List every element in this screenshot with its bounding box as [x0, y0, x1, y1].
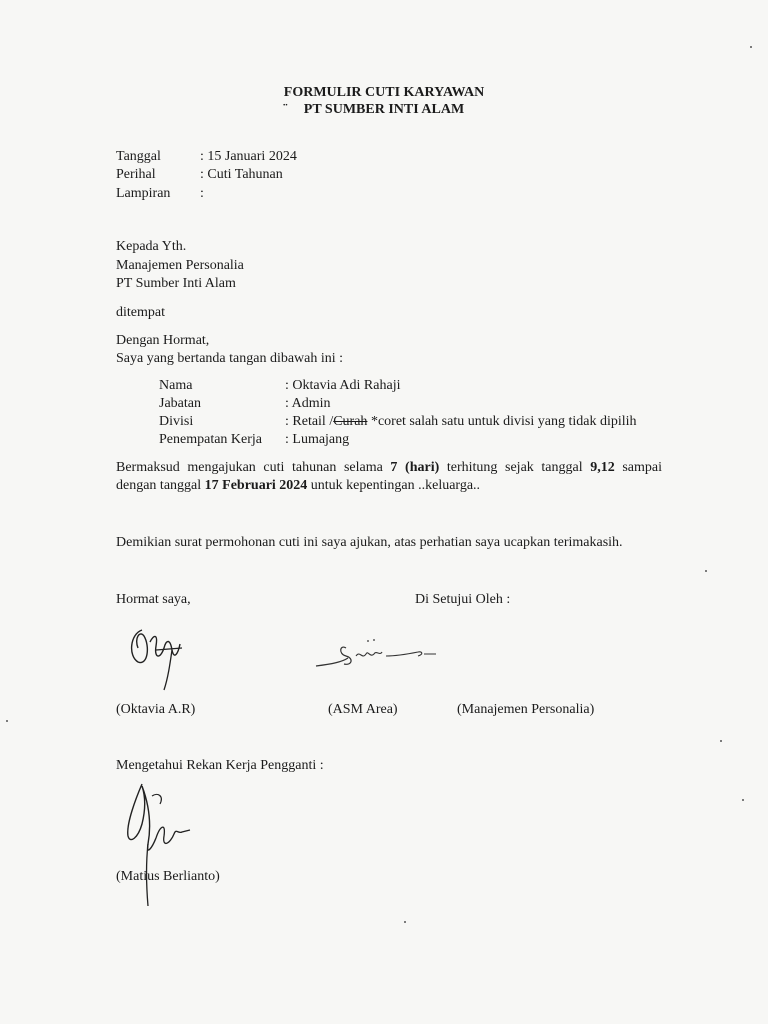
request-line-1: Bermaksud mengajukan cuti tahunan selama 7 (hari) terhitung sejak tanggal 9,12 sampai [116, 460, 662, 475]
form-title-mark: ¨ [283, 102, 288, 117]
company-title: PT SUMBER INTI ALAM [303, 102, 465, 117]
approved-by-label: Di Setujui Oleh : [415, 592, 511, 607]
employee-signature [120, 620, 200, 700]
division-value: : Retail / [285, 414, 334, 429]
placement-value: : Lumajang [285, 432, 350, 447]
division-note: *coret salah satu untuk divisi yang tidak dipilih [367, 414, 637, 429]
employee-name: (Oktavia A.R) [116, 702, 196, 717]
meta-date-label: Tanggal [116, 149, 161, 164]
replacement-label: Mengetahui Rekan Kerja Pengganti : [116, 758, 324, 773]
recipient-line-2: Manajemen Personalia [116, 258, 244, 273]
meta-subject-label: Perihal [116, 167, 156, 182]
request-line-2: dengan tanggal 17 Februari 2024 untuk kepentingan ..keluarga.. [116, 478, 481, 493]
form-title: FORMULIR CUTI KARYAWAN [283, 85, 485, 100]
replacement-signature [112, 778, 202, 910]
recipient-place: ditempat [116, 305, 165, 320]
replacement-name: (Matius Berlianto) [116, 869, 220, 884]
scan-speck [705, 570, 707, 572]
meta-subject-value: : Cuti Tahunan [200, 167, 283, 182]
asm-area-name: (ASM Area) [328, 702, 398, 717]
intro-sentence: Saya yang bertanda tangan dibawah ini : [116, 351, 344, 366]
division-label: Divisi [159, 414, 194, 429]
division-line [285, 413, 637, 431]
meta-date-value: : 15 Januari 2024 [200, 149, 297, 164]
leave-duration: 7 (hari) [390, 460, 440, 475]
scan-speck [742, 799, 744, 801]
division-struck-option: Curah [333, 414, 368, 429]
scan-speck [750, 46, 752, 48]
leave-start-dates: 9,12 [590, 460, 615, 475]
scan-speck [720, 740, 722, 742]
personnel-management-name: (Manajemen Personalia) [457, 702, 595, 717]
leave-end-date: 17 Februari 2024 [204, 478, 308, 493]
recipient-line-3: PT Sumber Inti Alam [116, 276, 236, 291]
scan-speck [6, 720, 8, 722]
position-value: : Admin [285, 396, 331, 411]
placement-label: Penempatan Kerja [159, 432, 263, 447]
recipient-line-1: Kepada Yth. [116, 239, 187, 254]
name-label: Nama [159, 378, 193, 393]
position-label: Jabatan [159, 396, 201, 411]
closing-sentence: Demikian surat permohonan cuti ini saya ajukan, atas perhatian saya ucapkan terimakasih. [116, 535, 623, 550]
name-value: : Oktavia Adi Rahaji [285, 378, 401, 393]
scan-speck [404, 921, 406, 923]
meta-attachment-label: Lampiran [116, 186, 171, 201]
salutation: Dengan Hormat, [116, 333, 210, 348]
sincerely-label: Hormat saya, [116, 592, 191, 607]
meta-attachment-value: : [200, 186, 204, 201]
asm-signature [312, 632, 442, 676]
